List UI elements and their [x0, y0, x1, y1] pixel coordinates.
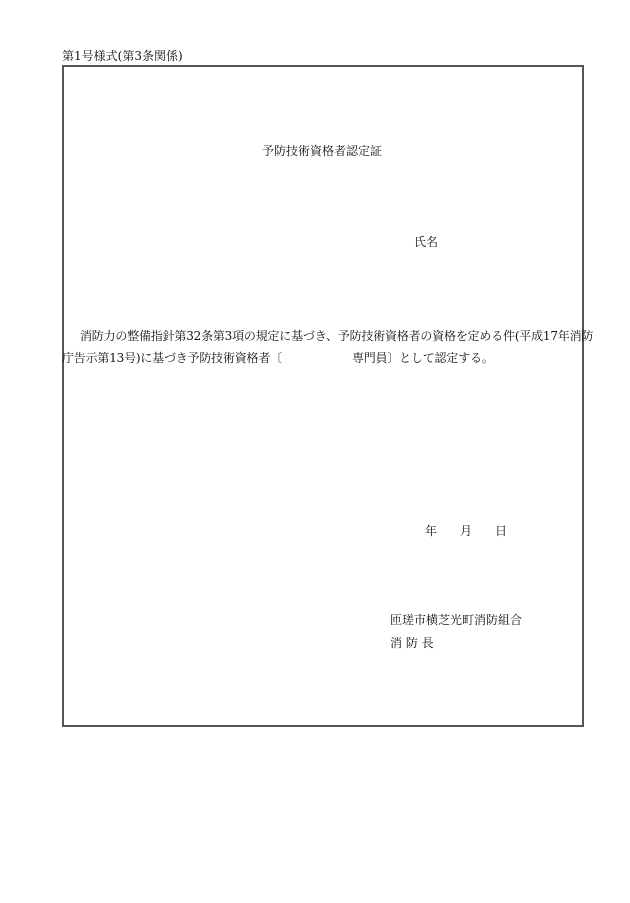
date-year: 年 [425, 524, 438, 538]
statement-text-2b: 専門員〕として認定する。 [351, 351, 494, 365]
date-month: 月 [460, 524, 473, 538]
statement-line-1 [62, 325, 594, 347]
statement-line-2 [62, 347, 582, 369]
certification-statement [62, 325, 594, 369]
date-day: 日 [495, 524, 508, 538]
name-label: 氏名 [414, 235, 439, 249]
form-number: 第1号様式(第3条関係) [62, 49, 183, 63]
statement-text-1: 消防力の整備指針第32条第3項の規定に基づき、予防技術資格者の資格を定める件(平成17年消防 [80, 329, 594, 343]
statement-text-2a: 庁告示第13号)に基づき予防技術資格者〔 [62, 351, 282, 365]
certificate-frame [62, 65, 584, 727]
issuer-organization: 匝瑳市横芝光町消防組合 [390, 613, 523, 627]
certificate-title: 予防技術資格者認定証 [262, 144, 383, 158]
issuer-position: 消 防 長 [390, 636, 434, 650]
